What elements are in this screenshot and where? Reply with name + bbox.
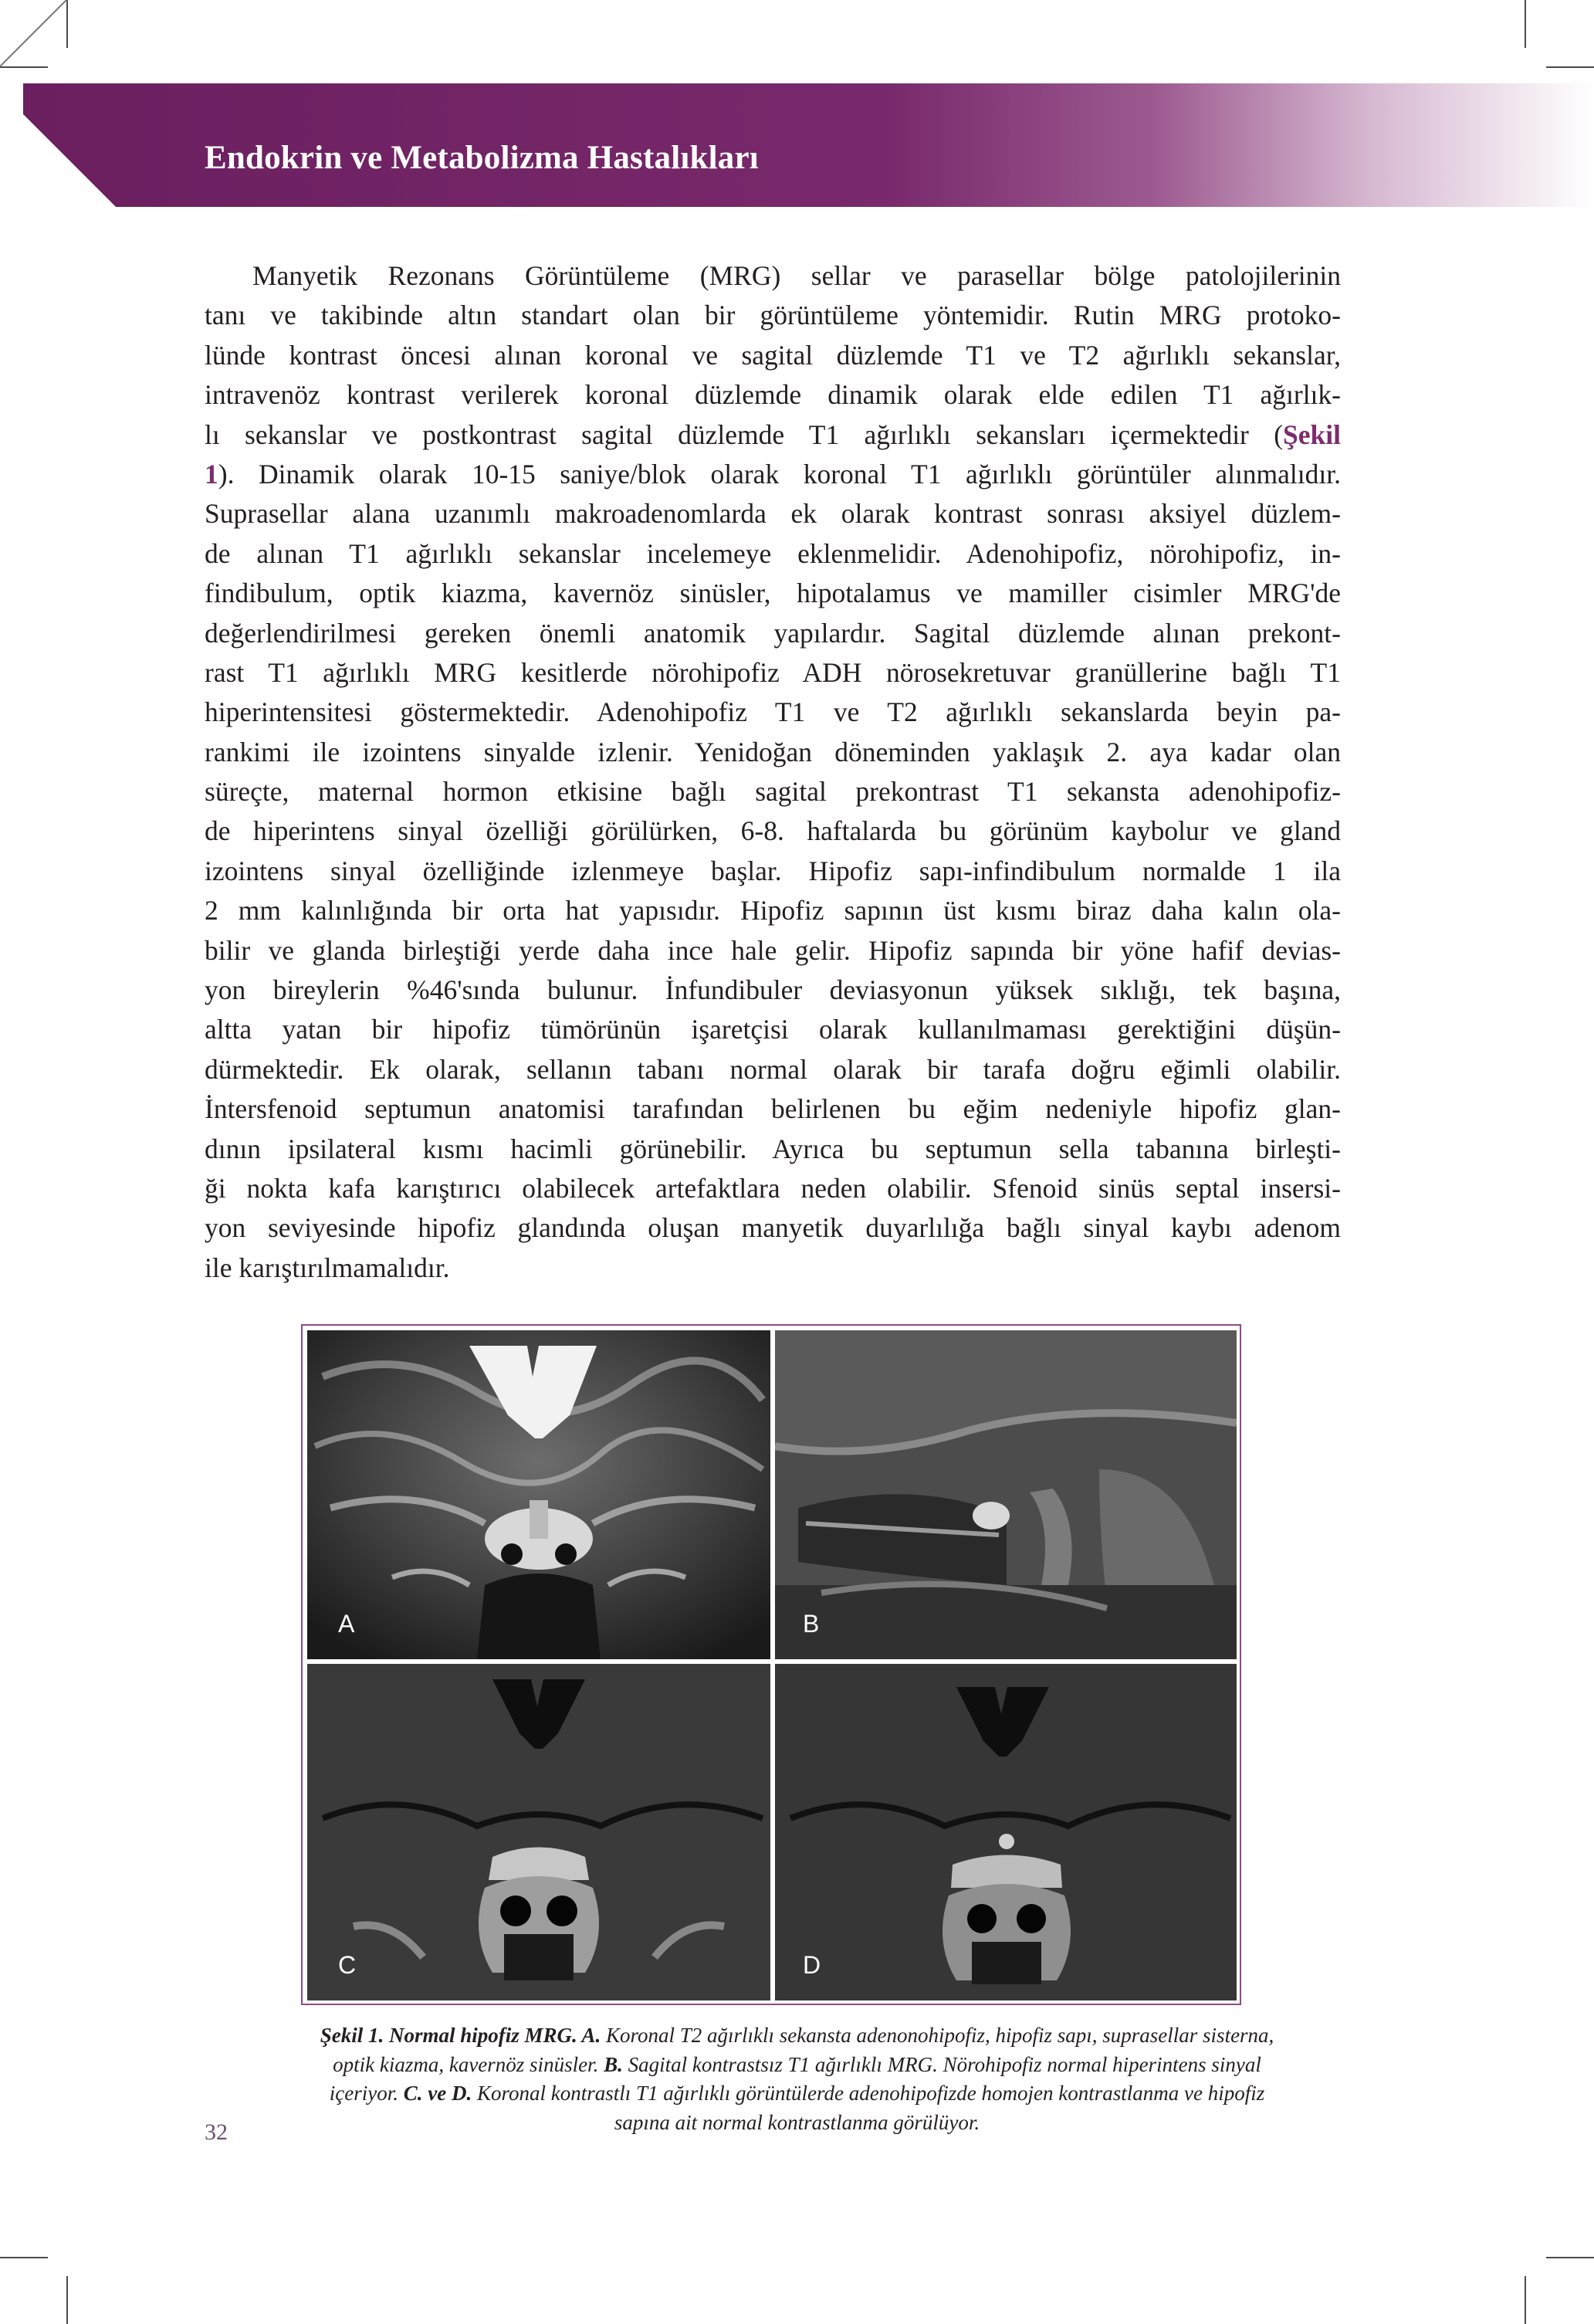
running-header-title: Endokrin ve Metabolizma Hastalıkları <box>205 140 759 176</box>
panel-label-a: A <box>338 1610 355 1638</box>
text-line: de hiperintens sinyal özelliği görülürken, 6-8. haftalarda bu görünüm kaybolur ve gland <box>205 815 1341 847</box>
mri-panel-d <box>775 1664 1237 2000</box>
text-line-with-ref <box>205 455 1341 494</box>
caption-bold: Şekil 1. Normal hipofiz MRG. A. <box>320 2024 601 2047</box>
mri-panel-c <box>307 1664 770 2000</box>
panel-label-b: B <box>803 1610 820 1638</box>
caption-text: içeriyor. <box>329 2082 404 2105</box>
mri-image-coronal-t2 <box>307 1330 770 1659</box>
text-line: 2 mm kalınlığında bir orta hat yapısıdır. Hipofiz sapının üst kısmı biraz daha kalın ola- <box>205 895 1341 927</box>
page-number: 32 <box>205 2119 228 2145</box>
crop-mark <box>1546 2257 1594 2258</box>
crop-mark <box>1525 0 1526 48</box>
figure-frame <box>301 1324 1241 2005</box>
caption-bold: C. ve D. <box>403 2082 472 2105</box>
text-line: rast T1 ağırlıklı MRG kesitlerde nörohipofiz ADH nörosekretuvar granüllerine bağlı T1 <box>205 656 1341 688</box>
panel-label-d: D <box>803 1951 821 1979</box>
mri-image-coronal-t1-contrast <box>307 1664 770 2000</box>
body-paragraph <box>205 256 1341 1288</box>
figure-reference-link[interactable]: Şekil <box>1283 418 1341 450</box>
caption-line <box>201 2021 1393 2051</box>
text-line: değerlendirilmesi gereken önemli anatomik yapılardır. Sagital düzlemde alınan prekont- <box>205 617 1341 649</box>
text-line: Manyetik Rezonans Görüntüleme (MRG) sellar ve parasellar bölge patolojilerinin <box>252 260 1341 291</box>
text-line: bilir ve glanda birleştiği yerde daha ince hale gelir. Hipofiz sapında bir yöne hafif devias- <box>205 934 1341 966</box>
text-line: findibulum, optik kiazma, kavernöz sinüsler, hipotalamus ve mamiller cisimler MRG'de <box>205 578 1341 609</box>
mri-image-sagittal-t1 <box>775 1330 1237 1659</box>
caption-text: Koronal T2 ağırlıklı sekansta adenonohipofiz, hipofiz sapı, suprasellar sisterna, <box>601 2024 1274 2047</box>
figure-reference-link[interactable]: 1 <box>205 458 218 490</box>
text-line: hiperintensitesi göstermektedir. Adenohipofiz T1 ve T2 ağırlıklı sekanslarda beyin pa- <box>205 696 1341 728</box>
text-line-with-ref <box>205 415 1341 455</box>
text-line: yon bireylerin %46'sında bulunur. İnfundibuler deviasyonun yüksek sıklığı, tek başına, <box>205 974 1341 1006</box>
text-segment: lı sekanslar ve postkontrast sagital düzlemde T1 ağırlıklı sekansları içermektedir ( <box>205 418 1284 450</box>
caption-text: Koronal kontrastlı T1 ağırlıklı görüntülerde adenohipofizde homojen kontrastlanma ve hipofiz <box>472 2082 1265 2105</box>
text-line: tanı ve takibinde altın standart olan bir görüntüleme yöntemidir. Rutin MRG protoko- <box>205 300 1341 331</box>
text-line: izointens sinyal özelliğinde izlenmeye başlar. Hipofiz sapı-infindibulum normalde 1 ila <box>205 855 1341 886</box>
crop-mark <box>0 2257 48 2258</box>
text-line: intravenöz kontrast verilerek koronal düzlemde dinamik olarak elde edilen T1 ağırlık- <box>205 379 1341 411</box>
text-line: ği nokta kafa karıştırıcı olabilecek artefaktlara neden olabilir. Sfenoid sinüs septal insersi- <box>205 1172 1341 1204</box>
text-line: dının ipsilateral kısmı hacimli görünebilir. Ayrıca bu septumun sella tabanına birleşti- <box>205 1133 1341 1164</box>
text-line: Suprasellar alana uzanımlı makroadenomlarda ek olarak kontrast sonrası aksiyel düzlem- <box>205 498 1341 530</box>
caption-line <box>201 2079 1393 2109</box>
mri-panel-a <box>307 1330 770 1659</box>
caption-line: sapına ait normal kontrastlanma görülüyor. <box>614 2110 980 2134</box>
text-line: de alınan T1 ağırlıklı sekanslar incelemeye eklenmelidir. Adenohipofiz, nörohipofiz, in- <box>205 537 1341 569</box>
crop-mark <box>1546 66 1594 68</box>
text-line: İntersfenoid septumun anatomisi tarafından belirlenen bu eğim nedeniyle hipofiz glan- <box>205 1093 1341 1125</box>
caption-text: Sagital kontrastsız T1 ağırlıklı MRG. Nörohipofiz normal hiperintens sinyal <box>622 2052 1261 2076</box>
text-line: yon seviyesinde hipofiz glandında oluşan manyetik duyarlılığa bağlı sinyal kaybı adenom <box>205 1212 1341 1244</box>
crop-mark <box>1525 2276 1526 2324</box>
crop-mark <box>66 2276 68 2324</box>
mri-image-coronal-t1-contrast <box>775 1664 1237 2000</box>
text-line: ile karıştırılmamalıdır. <box>205 1252 450 1283</box>
panel-label-c: C <box>338 1951 357 1979</box>
text-line: rankimi ile izointens sinyalde izlenir. Yenidoğan döneminden yaklaşık 2. aya kadar olan <box>205 736 1341 767</box>
text-segment: ). Dinamik olarak 10-15 saniye/blok olarak koronal T1 ağırlıklı görüntüler alınmalıdır. <box>218 458 1341 490</box>
corner-decoration <box>0 0 93 93</box>
mri-panel-b <box>775 1330 1237 1659</box>
caption-line <box>201 2051 1393 2080</box>
text-line: altta yatan bir hipofiz tümörünün işaretçisi olarak kullanılmaması gerektiğini düşün- <box>205 1014 1341 1045</box>
text-line: lünde kontrast öncesi alınan koronal ve sagital düzlemde T1 ve T2 ağırlıklı sekanslar, <box>205 339 1341 371</box>
text-line: dürmektedir. Ek olarak, sellanın tabanı normal olarak bir tarafa doğru eğimli olabilir. <box>205 1053 1341 1085</box>
figure-caption <box>201 2021 1393 2137</box>
caption-text: optik kiazma, kavernöz sinüsler. <box>333 2052 604 2076</box>
text-line: süreçte, maternal hormon etkisine bağlı sagital prekontrast T1 sekansta adenohipofiz- <box>205 776 1341 808</box>
caption-bold: B. <box>604 2052 623 2076</box>
